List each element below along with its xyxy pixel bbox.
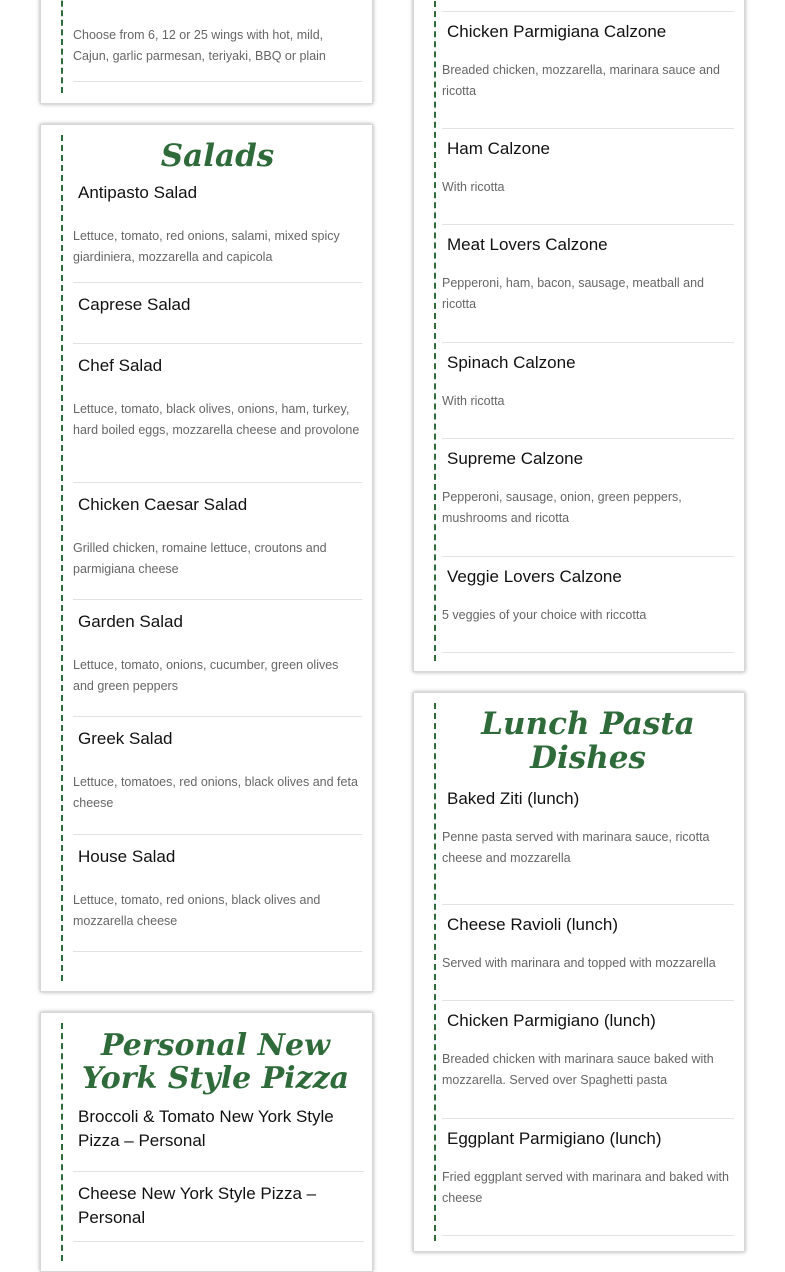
menu-item[interactable] <box>73 283 362 344</box>
menu-item[interactable] <box>73 1095 364 1172</box>
item-description: Lettuce, tomato, red onions, black olives and mozzarella cheese <box>73 893 321 928</box>
item-description: Breaded chicken with marinara sauce baked with mozzarella. Served over Spaghetti pasta <box>442 1052 714 1087</box>
item-description: Penne pasta served with marinara sauce, ricotta cheese and mozzarella <box>442 830 710 865</box>
item-name: Caprese Salad <box>78 295 191 314</box>
item-name: Chicken Caesar Salad <box>78 495 248 514</box>
section-title: Personal New York Style Pizza <box>81 1028 350 1096</box>
item-description: Lettuce, tomato, red onions, salami, mixed spicy giardiniera, mozzarella and capicola <box>73 229 340 264</box>
menu-item[interactable] <box>442 439 734 557</box>
list-divider <box>442 0 734 12</box>
wings-card <box>40 0 373 104</box>
item-description: Fried eggplant served with marinara and baked with cheese <box>442 1170 729 1205</box>
item-description: Served with marinara and topped with mozzarella <box>442 956 716 970</box>
menu-item[interactable] <box>442 343 734 439</box>
item-name: Broccoli & Tomato New York Style Pizza – Personal <box>78 1107 334 1150</box>
item-description: Pepperoni, ham, bacon, sausage, meatball and ricotta <box>442 276 704 311</box>
menu-item[interactable] <box>73 483 362 600</box>
menu-item[interactable] <box>73 173 362 283</box>
menu-item[interactable] <box>73 1172 364 1242</box>
list-item[interactable] <box>73 25 362 82</box>
menu-item[interactable] <box>73 835 362 952</box>
menu-item[interactable] <box>442 1119 734 1236</box>
calzones-card <box>413 0 745 672</box>
menu-item[interactable] <box>442 775 734 905</box>
dashed-rule <box>434 703 436 1241</box>
item-name: Veggie Lovers Calzone <box>447 567 622 586</box>
item-name: Greek Salad <box>78 729 173 748</box>
item-name: Ham Calzone <box>447 139 550 158</box>
item-description: With ricotta <box>442 394 505 408</box>
item-name: Supreme Calzone <box>447 449 584 468</box>
lunch-pasta-card <box>413 692 745 1252</box>
item-name: Cheese Ravioli (lunch) <box>447 915 619 934</box>
item-description: 5 veggies of your choice with riccotta <box>442 608 647 622</box>
item-description: Lettuce, tomatoes, red onions, black olives and feta cheese <box>73 775 358 810</box>
item-description: Choose from 6, 12 or 25 wings with hot, mild, Cajun, garlic parmesan, teriyaki, BBQ or plain <box>73 28 326 63</box>
item-name: Cheese New York Style Pizza – Personal <box>78 1184 317 1227</box>
item-name: Meat Lovers Calzone <box>447 235 608 254</box>
menu-item[interactable] <box>73 717 362 835</box>
menu-item[interactable] <box>442 905 734 1001</box>
item-description: Lettuce, tomato, onions, cucumber, green olives and green peppers <box>73 658 339 693</box>
item-name: Baked Ziti (lunch) <box>447 789 580 808</box>
dashed-rule <box>61 1023 63 1261</box>
item-name: Chef Salad <box>78 356 163 375</box>
item-name: Antipasto Salad <box>78 183 198 202</box>
section-title: Salads <box>160 138 275 174</box>
item-description: With ricotta <box>442 180 505 194</box>
dashed-rule <box>61 135 63 981</box>
item-name: Garden Salad <box>78 612 183 631</box>
dashed-rule <box>434 0 436 661</box>
item-description: Breaded chicken, mozzarella, marinara sauce and ricotta <box>442 63 720 98</box>
item-name: Chicken Parmigiana Calzone <box>447 22 667 41</box>
item-name: Eggplant Parmigiano (lunch) <box>447 1129 662 1148</box>
menu-item[interactable] <box>442 129 734 225</box>
dashed-rule <box>61 0 63 93</box>
pizza-card <box>40 1012 373 1272</box>
item-description: Pepperoni, sausage, onion, green peppers, mushrooms and ricotta <box>442 490 682 525</box>
menu-item[interactable] <box>73 344 362 483</box>
menu-item[interactable] <box>73 600 362 717</box>
salads-card <box>40 124 373 992</box>
item-name: Spinach Calzone <box>447 353 576 372</box>
item-name: Chicken Parmigiano (lunch) <box>447 1011 656 1030</box>
menu-item[interactable] <box>442 12 734 129</box>
menu-item[interactable] <box>442 225 734 343</box>
menu-item[interactable] <box>442 1001 734 1119</box>
menu-item[interactable] <box>442 557 734 653</box>
item-description: Lettuce, tomato, black olives, onions, ham, turkey, hard boiled eggs, mozzarella cheese and provolone <box>73 402 360 437</box>
item-description: Grilled chicken, romaine lettuce, croutons and parmigiana cheese <box>73 541 327 576</box>
item-name: House Salad <box>78 847 176 866</box>
section-title: Lunch Pasta Dishes <box>481 706 695 776</box>
